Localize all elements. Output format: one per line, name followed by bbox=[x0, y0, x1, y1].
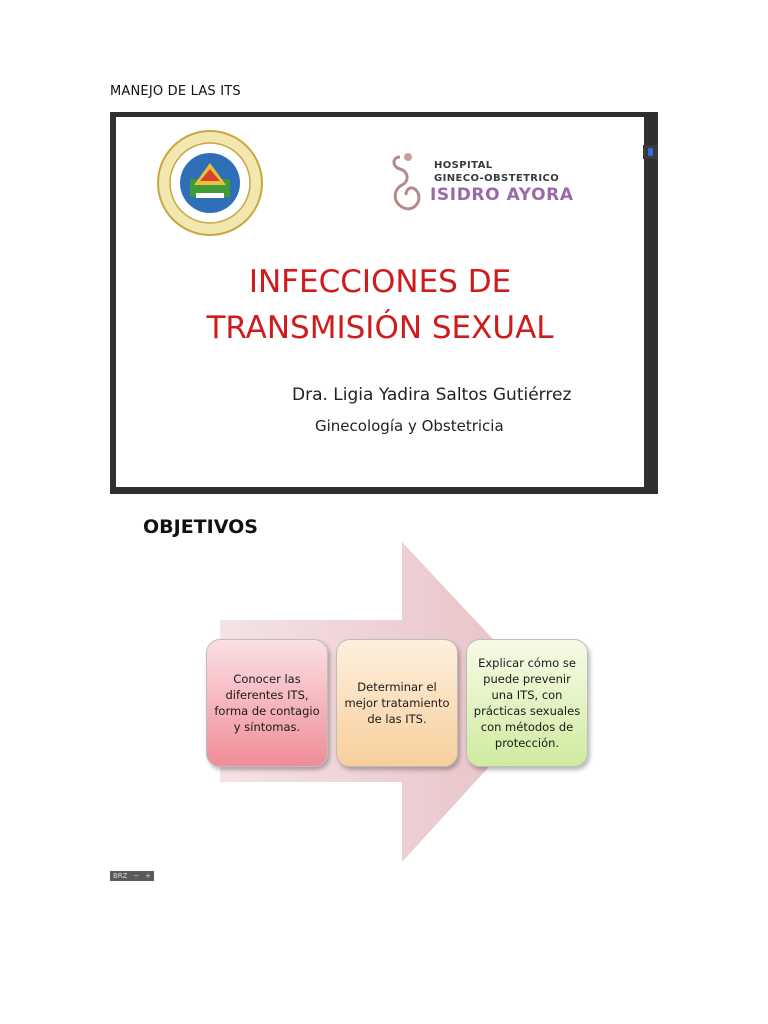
hospital-logo-icon bbox=[386, 151, 426, 213]
bookmark-icon[interactable] bbox=[643, 145, 658, 159]
hospital-name: ISIDRO AYORA bbox=[430, 185, 574, 205]
title-slide-content bbox=[116, 117, 644, 487]
zoom-control[interactable] bbox=[110, 871, 154, 881]
objectives-slide bbox=[110, 506, 658, 870]
university-seal-icon bbox=[156, 129, 264, 237]
objectives-title: OBJETIVOS bbox=[143, 516, 258, 538]
author-specialty: Ginecología y Obstetricia bbox=[315, 417, 504, 435]
author-name: Dra. Ligia Yadira Saltos Gutiérrez bbox=[292, 385, 572, 405]
title-slide bbox=[110, 112, 658, 494]
objective-card: Explicar cómo se puede prevenir una ITS, con prácticas sexuales con métodos de protección. bbox=[466, 639, 588, 767]
slide-title-line2: TRANSMISIÓN SEXUAL bbox=[206, 310, 554, 346]
objective-card: Determinar el mejor tratamiento de las ITS. bbox=[336, 639, 458, 767]
hospital-type: GINECO-OBSTETRICO bbox=[434, 173, 560, 184]
document-heading: MANEJO DE LAS ITS bbox=[110, 84, 241, 99]
zoom-label: BRZ bbox=[113, 872, 128, 880]
zoom-out-button[interactable]: − bbox=[133, 872, 140, 880]
objective-card: Conocer las diferentes ITS, forma de contagio y síntomas. bbox=[206, 639, 328, 767]
slide-title-line1: INFECCIONES DE bbox=[248, 264, 512, 300]
zoom-in-button[interactable]: + bbox=[145, 872, 151, 880]
hospital-label: HOSPITAL bbox=[434, 160, 493, 171]
